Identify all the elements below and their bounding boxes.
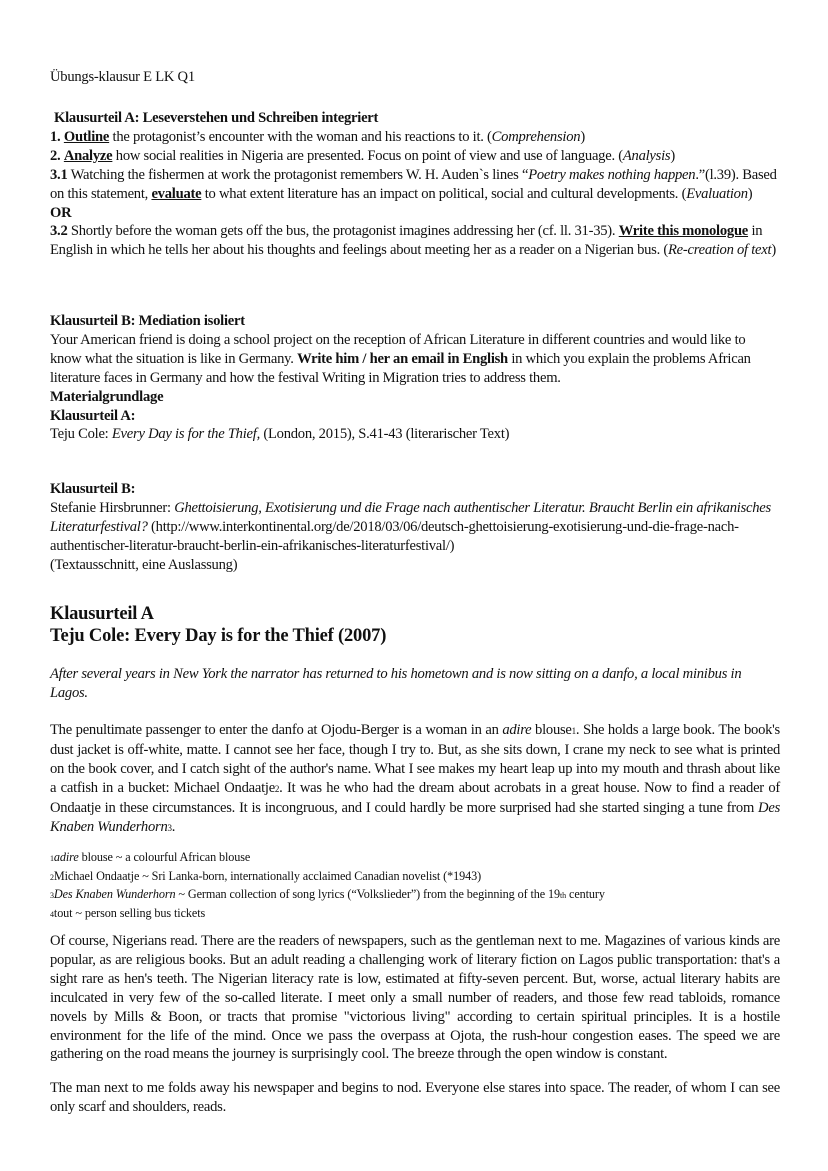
- text-a-paragraph-1: The penultimate passenger to enter the danfo at Ojodu-Berger is a woman in an adire blouse1. She holds a large book. The book's dust jacket is off-white, matte. I cannot see her face, though I try to. But, as she sits down, I crane my neck to see what is printed on the book cover, and I catch sight of the author's name. What I see makes my heart leap up into my mouth and thrash about like a catfish in a bucket: Michael Ondaatje2. It was he who had the dream about acrobats in a great house. Now to find a reader of Ondaatje in these circumstances. It is incongruous, and I could hardly be more surprised had she started singing a tune from Des Knaben Wunderhorn3.: [50, 722, 780, 835]
- material-heading: Materialgrundlage: [50, 388, 164, 405]
- text-a-paragraph-3: The man next to me folds away his newspaper and begins to nod. Everyone else stares into space. The reader, of whom I can see only scarf and shoulders, reads.: [50, 1080, 780, 1115]
- material-b-label: Klausurteil B:: [50, 481, 136, 497]
- text-a-title: Teju Cole: Every Day is for the Thief (2007): [50, 626, 387, 646]
- or-separator: OR: [50, 204, 72, 221]
- material-a-source: Teju Cole: Every Day is for the Thief, (London, 2015), S.41-43 (literarischer Text): [50, 426, 510, 443]
- task-verb: Write this monologue: [618, 223, 749, 240]
- part-b-instructions: Your American friend is doing a school project on the reception of African Literature in different countries and would like to know what the situation is like in Germany. Write him / her an email in English in which you explain the problems African literature faces in Germany and how the festival Writing in Migration tries to address them.: [50, 331, 751, 386]
- text-a-intro: After several years in New York the narrator has returned to his hometown and is now sitting on a danfo, a local minibus in Lagos.: [50, 666, 742, 701]
- task-3-2: 3.2 Shortly before the woman gets off the bus, the protagonist imagines addressing her (cf. ll. 31-35). Write this monologue in English in which he tells her about his thoughts and feelings about meeting her as a reader on a Nigerian bus. (Re-creation of text): [50, 223, 776, 259]
- footnotes: [50, 849, 780, 923]
- material-a-label: Klausurteil A:: [50, 407, 136, 424]
- text-a-header: [50, 603, 780, 647]
- part-a-tasks: [50, 109, 780, 260]
- task-verb: evaluate: [151, 185, 202, 202]
- material-b-note: (Textausschnitt, eine Auslassung): [50, 556, 238, 573]
- text-a-heading: Klausurteil A: [50, 604, 154, 624]
- task-3-1: 3.1 Watching the fishermen at work the protagonist remembers W. H. Auden`s lines “Poetry makes nothing happen.”(l.39). Based on this statement, evaluate to what extent literature has an impact on political, social and cultural developments. (Evaluation): [50, 166, 777, 202]
- footnote-2: 2Michael Ondaatje ~ Sri Lanka-born, internationally acclaimed Canadian novelist (*1943): [50, 868, 482, 883]
- footnote-3: 3Des Knaben Wunderhorn ~ German collection of song lyrics (“Volkslieder”) from the beginning of the 19th century: [50, 887, 605, 901]
- footnote-4: 4tout ~ person selling bus tickets: [50, 905, 206, 920]
- material-b: [50, 480, 780, 575]
- part-b-heading: Klausurteil B: Mediation isoliert: [50, 313, 245, 329]
- task-verb: Analyze: [63, 147, 113, 164]
- part-a-heading: Klausurteil A: Leseverstehen und Schreiben integriert: [54, 110, 379, 126]
- part-b-task: [50, 312, 780, 444]
- footnote-1: 1adire blouse ~ a colourful African blouse: [50, 850, 251, 864]
- task-1: 1. Outline the protagonist’s encounter with the woman and his reactions to it. (Comprehension): [50, 128, 585, 145]
- task-verb: Outline: [63, 128, 110, 145]
- footnote-ref: 2: [274, 783, 280, 794]
- document-title: Übungs-klausur E LK Q1: [50, 69, 195, 85]
- material-b-source: Stefanie Hirsbrunner: Ghettoisierung, Exotisierung und die Frage nach authentischer Literatur. Braucht Berlin ein afrikanisches Literaturfestival? (http://www.interkontinental.org/de/2018/03/06/deutsch-ghettoisierung-exotisierung-und-die-frage-nach-authentischer-literatur-braucht-berlin-ein-afrikanisches-literaturfestival/): [50, 499, 771, 554]
- text-a-paragraph-2: Of course, Nigerians read. There are the readers of newspapers, such as the gentleman next to me. Magazines of various kinds are popular, as are religious books. But an adult reading a challenging work of literary fiction on Lagos public transportation: that's a sight rare as hen's teeth. The Nigerian literacy rate is low, estimated at fifty-seven percent. But, worse, actual literary habits are inculcated in very few of the so-called literate. I meet only a small number of readers, and those few read tabloids, romance novels by Mills & Boon, or tracts that promise "victorious living" according to certain spiritual principles. It is a hostile environment for the life of the mind. Once we pass the overpass at Ojota, the rush-hour congestion eases. The speed we are gathering on the road means the journey is surprisingly cool. The breeze through the open window is constant.: [50, 933, 780, 1063]
- task-2: 2. Analyze how social realities in Nigeria are presented. Focus on point of view and use of language. (Analysis): [50, 147, 675, 164]
- footnote-ref: 3: [167, 822, 172, 833]
- footnote-ref: 1: [571, 726, 576, 736]
